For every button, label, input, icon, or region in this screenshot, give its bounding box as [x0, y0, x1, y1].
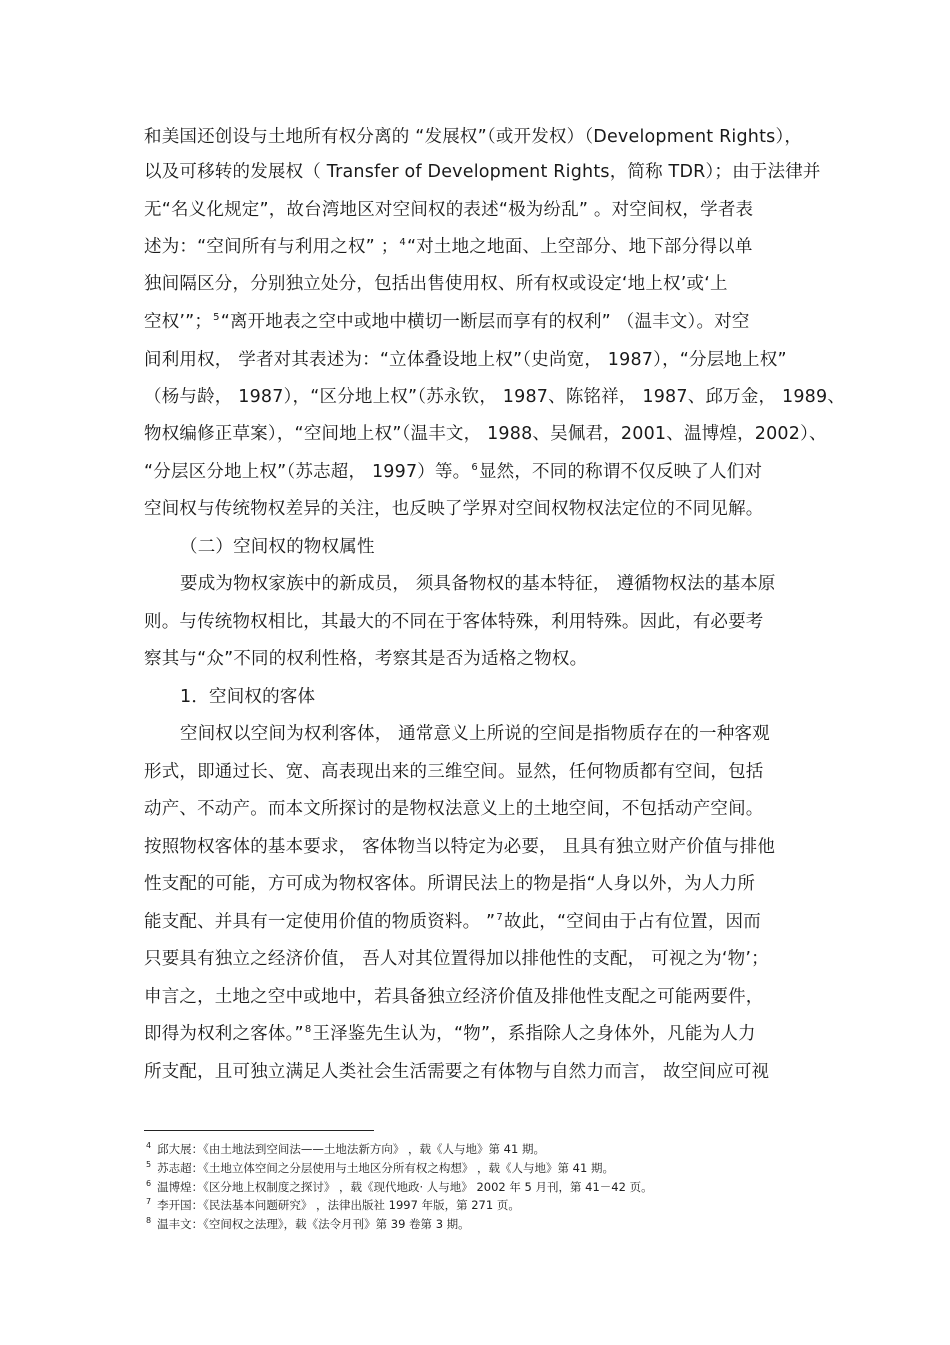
footnote-text: 苏志超：《土地立体空间之分层使用与土地区分所有权之构想》 ，载《人与地》第 41 期。 — [157, 1161, 614, 1175]
footnote-item — [146, 1197, 520, 1213]
footnote-number: 6 — [146, 1179, 152, 1188]
footnote-item — [146, 1141, 545, 1157]
body-line: （杨与龄， 1987），“区分地上权”（苏永钦， 1987、陈铭祥， 1987、邱万金， 1989、 — [144, 387, 846, 407]
body-text: “离开地表之空中或地中横切一断层而享有的权利” （温丰文）。对空 — [220, 312, 750, 332]
footnote-ref: 6 — [471, 462, 478, 473]
footnote-ref: 5 — [213, 312, 220, 323]
body-line: 无“名义化规定”，故台湾地区对空间权的表述“极为纷乱” 。对空间权，学者表 — [144, 200, 754, 220]
body-line: 形式，即通过长、宽、高表现出来的三维空间。显然，任何物质都有空间，包括 — [144, 762, 764, 782]
body-line: 申言之，土地之空中或地中，若具备独立经济价值及排他性支配之可能两要件， — [144, 987, 764, 1007]
body-line: 以及可移转的发展权（ Transfer of Development Rights，简称 TDR）；由于法律并 — [144, 162, 821, 182]
body-text: 显然，不同的称谓不仅反映了人们对 — [478, 462, 763, 482]
body-line: 物权编修正草案），“空间地上权”（温丰文， 1988、吴佩君，2001、温博煌，2002）、 — [144, 424, 827, 444]
body-line: 要成为物权家族中的新成员， 须具备物权的基本特征， 遵循物权法的基本原 — [180, 574, 776, 594]
body-text: 能支配、并具有一定使用价值的物质资料。 ” — [144, 912, 496, 932]
footnote-number: 8 — [146, 1216, 152, 1225]
body-line: 则。与传统物权相比，其最大的不同在于客体特殊，利用特殊。因此，有必要考 — [144, 612, 764, 632]
footnote-number: 5 — [146, 1160, 152, 1169]
body-text: 即得为权利之客体。” — [144, 1024, 304, 1044]
body-line: 性支配的可能，方可成为物权客体。所谓民法上的物是指“人身以外，为人力所 — [144, 874, 756, 894]
footnote-ref: 7 — [496, 912, 503, 923]
body-line: 空间权以空间为权利客体， 通常意义上所说的空间是指物质存在的一种客观 — [180, 724, 770, 744]
body-line — [144, 460, 762, 484]
body-line: 动产、不动产。而本文所探讨的是物权法意义上的土地空间，不包括动产空间。 — [144, 799, 764, 819]
body-line: 按照物权客体的基本要求， 客体物当以特定为必要， 且具有独立财产价值与排他 — [144, 837, 776, 857]
body-line: 所支配，且可独立满足人类社会生活需要之有体物与自然力而言， 故空间应可视 — [144, 1062, 770, 1082]
footnote-ref: 4 — [399, 237, 406, 248]
body-text: 述为：“空间所有与利用之权” ； — [144, 237, 399, 257]
footnote-text: 温博煌：《区分地上权制度之探讨》 ，载《现代地政· 人与地》 2002 年 5 月刊，第 41－42 页。 — [157, 1180, 653, 1194]
body-line — [144, 1022, 756, 1046]
body-line: 只要具有独立之经济价值， 吾人对其位置得加以排他性的支配， 可视之为‘物’； — [144, 949, 769, 969]
subsection-heading: 1．空间权的客体 — [180, 687, 316, 707]
body-line: 和美国还创设与土地所有权分离的 “发展权”（或开发权）（Development Rights）， — [144, 127, 803, 147]
body-line — [144, 235, 753, 259]
footnote-number: 4 — [146, 1141, 152, 1150]
footnote-divider — [144, 1130, 374, 1131]
body-line: 独间隔区分，分别独立处分，包括出售使用权、所有权或设定‘地上权’或‘上 — [144, 274, 728, 294]
body-text: 空权’”； — [144, 312, 213, 332]
footnote-text: 邱大展：《由土地法到空间法——土地法新方向》 ，载《人与地》第 41 期。 — [157, 1142, 545, 1156]
footnote-item — [146, 1160, 614, 1176]
body-line — [144, 310, 750, 334]
body-line: 间利用权， 学者对其表述为：“立体叠设地上权”（史尚宽， 1987），“分层地上权” — [144, 350, 787, 370]
footnote-item — [146, 1179, 653, 1195]
section-heading: （二）空间权的物权属性 — [180, 537, 375, 557]
footnote-ref: 8 — [304, 1024, 312, 1035]
body-text: 故此，“空间由于占有位置，因而 — [503, 912, 761, 932]
footnote-text: 温丰文：《空间权之法理》，载《法令月刊》第 39 卷第 3 期。 — [157, 1217, 470, 1231]
body-line — [144, 910, 761, 934]
body-text: 王泽鉴先生认为，“物”，系指除人之身体外，凡能为人力 — [312, 1024, 756, 1044]
footnote-text: 李开国：《民法基本问题研究》 ，法律出版社 1997 年版，第 271 页。 — [157, 1198, 520, 1212]
body-line: 空间权与传统物权差异的关注，也反映了学界对空间权物权法定位的不同见解。 — [144, 499, 764, 519]
body-text: “对土地之地面、上空部分、地下部分得以单 — [406, 237, 753, 257]
body-text: “分层区分地上权”（苏志超， 1997）等。 — [144, 462, 471, 482]
body-line: 察其与“众”不同的权利性格，考察其是否为适格之物权。 — [144, 649, 588, 669]
footnote-item — [146, 1216, 470, 1232]
footnote-number: 7 — [146, 1197, 152, 1206]
